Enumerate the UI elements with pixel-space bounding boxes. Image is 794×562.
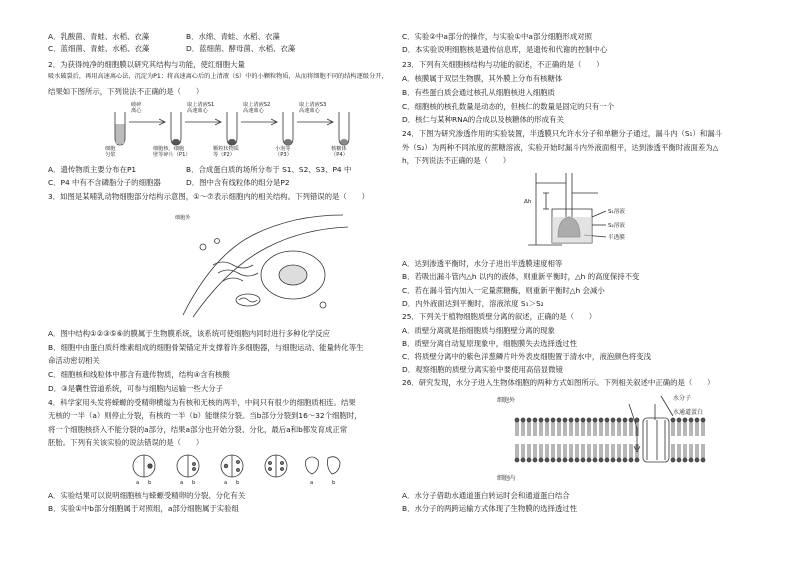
embryo-label-b3: b [236,480,240,486]
q24-option-d: D．内外液面达到平衡时，溶液浓度 S₁＞S₂ [402,299,544,308]
water-molecule-label: 水分子 [673,395,692,402]
q19-option-b-cont: 命活动密切相关 [48,356,100,365]
q23-stem: 23．下列有关细胞核结构与功能的叙述，不正确的是（ ） [402,60,604,69]
embryo-label-a2: a [180,480,184,486]
water-channel-label: 水通道蛋白 [673,409,704,416]
q18-stem-line1: 2．为获得纯净的细胞膜以研究其结构与功能，使红细胞大量 [48,60,245,69]
tube-cap-3: 取上清液S2 高速离心 [243,102,271,114]
q24-option-c: C．若在漏斗管内加入一定量蔗糖酶，则重新平衡时△h 会减小 [402,286,605,295]
q26-stem: 26．研究发现，水分子进入生物体细胞的两种方式如图所示。下列相关叙述中正确的是（ ） [402,378,715,387]
cell-outside-label-2: 细胞外 [497,397,516,404]
q17-option-c: C．蓝细菌、青蛙、水稻、衣藻 [48,44,150,53]
q25-option-d: D．观察细胞的质壁分离实验中要使用高倍显微镜 [402,365,563,374]
tube-cap-4: 取上清液S3 高速离心 [299,102,327,114]
membrane-figure [497,390,727,490]
q18-option-c: C．P4 中有不含磷脂分子的细胞器 [48,178,161,187]
embryo-label-b1: b [148,480,152,486]
q23-option-d: D．核仁与某种RNA的合成以及核糖体的形成有关 [402,115,564,124]
osmosis-s1-label: S₁溶液 [608,209,625,215]
tube-label-1: 细胞匀浆 [105,146,116,158]
q26-option-a: A．水分子借助水通道蛋白转运时会和通道蛋白结合 [402,491,570,500]
q23-option-a: A．核膜属于双层生物膜，其外膜上分布有核糖体 [402,74,563,83]
q25-option-c: C．将质壁分离中的紫色洋葱鳞片叶外表皮细胞置于清水中，液泡颜色将变浅 [402,352,652,361]
osmosis-s2-label: S₂溶液 [608,223,625,229]
embryo-figure [128,452,368,486]
q23-option-b: B．有些蛋白质会通过核孔从细胞核进入细胞质 [402,88,555,97]
centrifuge-figure [103,100,363,160]
q17-option-b: B．水绵、青蛙、水稻、衣藻 [186,32,280,41]
q19-option-b: B．细胞中由蛋白质纤维素组成的细胞骨架锚定并支撑着许多细胞器，与细胞运动、能量转化等生 [48,343,364,352]
q18-stem-line3: 结果如下图所示，下列说法不正确的是（ ） [48,87,204,96]
q19-option-a: A．图中结构①②③⑤⑥的膜属于生物膜系统，该系统可使细胞内同时进行多种化学反应 [48,329,331,338]
cell-inside-label: 细胞内 [497,475,516,482]
q18-stem-line2: 吸水破裂后，再用高速离心法，沉淀为P1；将高速离心后的上清液（S）中的小颗粒物质，从而将细胞不同的结构逐级分开， [48,73,388,80]
q25-stem: 25．下列关于植物细胞质壁分离的叙述，正确的是（ ） [402,312,597,321]
tube-cap-1: 破碎离心 [131,102,142,114]
embryo-label-b4: b [332,480,336,486]
tube-cap-2: 取上清液S1 高速离心 [187,102,215,114]
embryo-label-a4: a [310,480,314,486]
q18-option-a: A．遗传物质主要分布在P1 [48,165,137,174]
q20-option-b: B．实验①中b部分细胞属于对照组，a部分细胞属于实验组 [48,504,239,513]
q19-stem: 3．如图是某哺乳动物细胞部分结构示意图，①～⑦表示细胞内的相关结构。下列错误的是（ ） [48,192,369,201]
q20-option-d: D．本实验说明细胞核是遗传信息库，是遗传和代谢的控制中心 [402,45,608,54]
q18-option-b: B．合成蛋白质的场所分布于 S1、S2、S3、P4 中 [186,165,352,174]
q24-option-a: A．达到渗透平衡时，水分子进出半透膜速度相等 [402,259,563,268]
q24-stem-line1: 24．下图为研究渗透作用的实验装置，半透膜只允许水分子和单糖分子通过，漏斗内（S₁）和漏斗 [402,129,723,138]
embryo-label-b2: b [192,480,196,486]
q20-stem-line2: 无核的一半（a）则停止分裂，有核的一半（b）能继续分裂。当b部分分裂到16～32个细胞时， [48,411,362,420]
embryo-label-a1: a [136,480,140,486]
cell-structure-figure [173,205,353,323]
tube-label-2: 细胞核、细胞壁等碎片（P1） [153,146,191,158]
q25-option-b: B．质壁分离自动复原现象中，细胞膜失去选择透过性 [402,339,578,348]
osmosis-dh-label: Δh [524,199,532,205]
q20-stem-line1: 4．科学家用头发将蝾螈的受精卵横缢为有核和无核的两半，中间只有很少的细胞质相连。结果 [48,398,356,407]
tube-label-3: 颗粒状物质等（P2） [213,146,239,158]
q24-stem-line3: h，下列说法不正确的是（ ） [402,156,511,165]
q20-stem-line3: 将一个细胞核挤入不能分裂的a部分，结果a部分也开始分裂、分化，最后a和b都发育成正常 [48,425,348,434]
q17-option-a: A．乳酸菌、青蛙、水稻、衣藻 [48,32,150,41]
q24-option-b: B．若吸出漏斗管内△h 以内的液体，则重新平衡时，△h 的高度保持不变 [402,272,640,281]
q23-option-c: C．细胞核的核孔数量是动态的，但核仁的数量是固定的只有一个 [402,102,615,111]
q24-stem-line2: 外（S₂）为两种不同浓度的蔗糖溶液，实验开始时漏斗内外液面相平，达到渗透平衡时液面差为△ [402,143,719,152]
q25-option-a: A．质壁分离就是指细胞质与细胞壁分离的现象 [402,326,555,335]
osmosis-membrane-label: 半透膜 [608,235,625,241]
embryo-label-a3: a [224,480,228,486]
q18-option-d: D．图中含有线粒体的组分是P2 [186,178,290,187]
osmosis-figure [522,165,652,255]
q19-option-c: C．细胞核和线粒体中都含有遗传物质，结构④含有核酸 [48,370,230,379]
q26-option-b: B．水分子的两跨运输方式体现了生物膜的选择透过性 [402,504,578,513]
cell-outside-label: 细胞外 [175,215,191,221]
tube-label-4: 小泡等（P3） [275,146,292,158]
tube-label-5: 核糖体（P4） [331,146,348,158]
q19-option-d: D．③是囊性管道系统，可参与细胞内运输一些大分子 [48,384,223,393]
q17-option-d: D．蓝细菌、酵母菌、水稻、衣藻 [186,44,296,53]
q20-option-a: A．实验结果可以说明细胞核与蝾螈受精卵的分裂、分化有关 [48,491,246,500]
q20-stem-line4: 胚胎。下列有关该实验的说法错误的是（ ） [48,438,204,447]
q20-option-c: C．实验②中a部分的操作，与实验①中a部分细胞形成对照 [402,32,593,41]
